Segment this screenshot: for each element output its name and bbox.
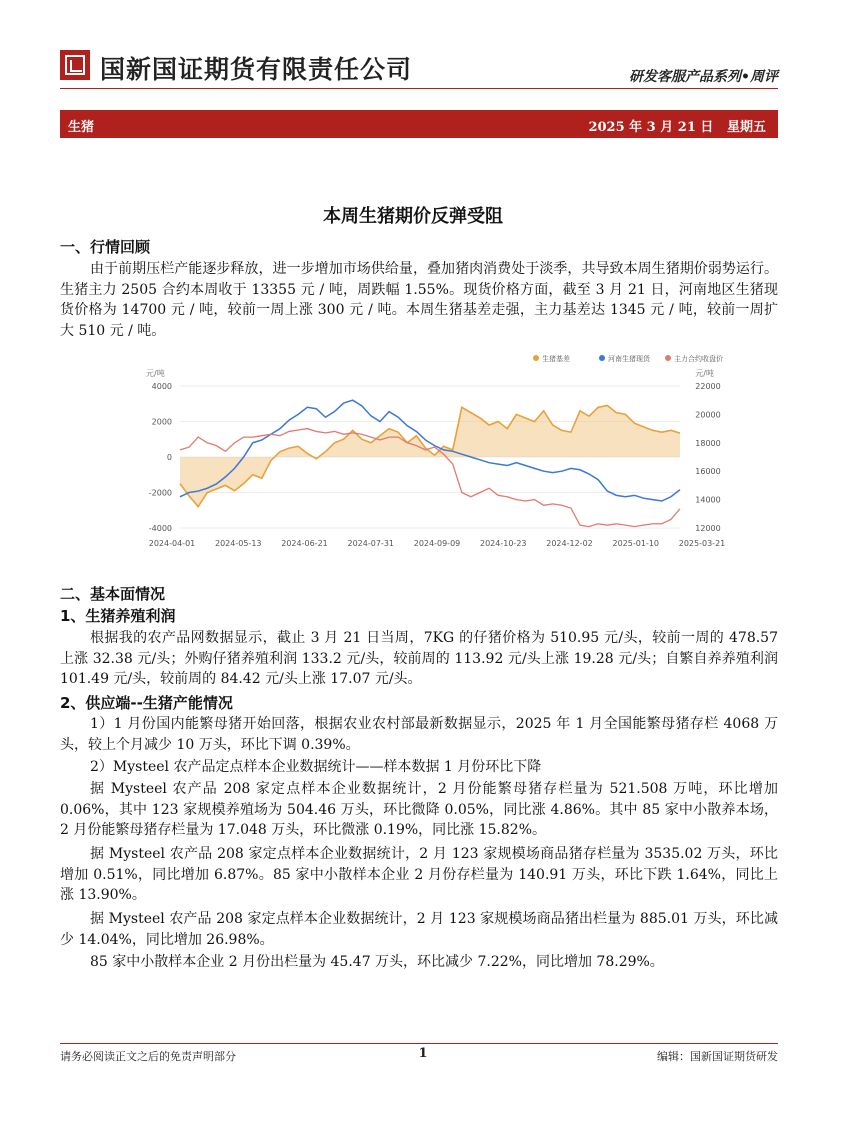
paragraph-small-farms: 85 家中小散样本企业 2 月份出栏量为 45.47 万头，环比减少 7.22%，同比增加 78.29%。 <box>90 954 664 970</box>
company-logo <box>60 50 90 80</box>
basis-price-chart <box>140 348 726 558</box>
left-tick-label: 0 <box>166 453 172 462</box>
paragraph-mysteel-stock: 据 Mysteel 农产品 208 家定点样本企业数据统计，2 月 123 家规模场商品猪存栏量为 3535.02 万头，环比增加 0.51%，同比增加 6.87%。85 家中小散样本企业 2 月份存栏量为 140.91 万头，环比下跌 1.64%，同比上涨 13.90%。 <box>60 846 778 903</box>
report-date: 2025 年 3 月 21 日 星期五 <box>588 120 766 135</box>
chart-plot-area <box>180 400 680 526</box>
section-bar <box>60 110 778 138</box>
x-tick-label: 2024-09-09 <box>413 539 461 548</box>
heading-farming-profit: 1、生猪养殖利润 <box>60 607 176 625</box>
paragraph-mysteel-slaughter: 据 Mysteel 农产品 208 家定点样本企业数据统计，2 月 123 家规模场商品猪出栏量为 885.01 万头，环比减少 14.04%，同比增加 26.98%。 <box>60 911 778 948</box>
heading-fundamentals: 二、基本面情况 <box>60 585 166 603</box>
paragraph-mysteel-sow: 据 Mysteel 农产品 208 家定点样本企业数据统计，2 月份能繁母猪存栏量为 521.508 万吨，环比增加 0.06%，其中 123 家规模养殖场为 504.46 万头，环比微降 0.05%，同比涨 4.86%。其中 85 家中小散养本场，2 月份能繁母猪存栏量为 17.048 万头，环比微涨 0.19%，同比涨 15.82%。 <box>60 781 778 838</box>
legend-marker <box>665 355 671 361</box>
paragraph-mysteel-intro: 2）Mysteel 农产品定点样本企业数据统计——样本数据 1 月份环比下降 <box>90 759 542 775</box>
page-number: 1 <box>418 1046 428 1061</box>
x-tick-label: 2025-01-10 <box>612 539 659 548</box>
footer-divider <box>60 1043 778 1044</box>
right-tick-label: 12000 <box>695 524 721 533</box>
right-axis-ticks <box>695 382 720 533</box>
x-tick-label: 2024-06-21 <box>281 539 328 548</box>
x-tick-label: 2024-10-23 <box>480 539 527 548</box>
left-tick-label: 4000 <box>151 382 172 391</box>
section-label: 生猪 <box>68 120 95 135</box>
legend-marker <box>599 355 605 361</box>
paragraph-sow-inventory: 1）1 月份国内能繁母猪开始回落，根据农业农村部最新数据显示，2025 年 1 月全国能繁母猪存栏 4068 万头，较上个月减少 10 万头，环比下调 0.39%。 <box>60 716 778 753</box>
paragraph-farming-profit: 根据我的农产品网数据显示，截止 3 月 21 日当周，7KG 的仔猪价格为 510.95 元/头，较前一周的 478.57 上涨 32.38 元/头；外购仔猪养殖利润 133.2 元/头，较前周的 113.92 元/头上涨 19.28 元/头；自繁自养养殖利润 101.49 元/头，较前周的 84.42 元/头上涨 17.07 元/头。 <box>60 630 778 687</box>
x-tick-label: 2024-05-13 <box>215 539 262 548</box>
heading-supply-capacity: 2、供应端--生猪产能情况 <box>60 694 233 712</box>
header-divider <box>60 88 778 89</box>
left-tick-label: 2000 <box>151 417 172 427</box>
chart-legend <box>533 354 723 363</box>
left-tick-label: -4000 <box>148 524 172 533</box>
report-series: 研发客服产品系列•周评 <box>629 69 778 85</box>
x-tick-label: 2025-03-21 <box>678 539 726 548</box>
x-tick-label: 2024-12-02 <box>546 539 593 548</box>
right-tick-label: 20000 <box>695 410 721 420</box>
left-axis-unit: 元/吨 <box>146 369 165 378</box>
paragraph-market-review: 由于前期压栏产能逐步释放，进一步增加市场供给量，叠加猪肉消费处于淡季，共导致本周生猪期价弱势运行。生猪主力 2505 合约本周收于 13355 元 / 吨，周跌幅 1.55%。现货价格方面，截至 3 月 21 日，河南地区生猪现货价格为 14700 元 / 吨，较前一周上涨 300 元 / 吨。本周生猪基差走强，主力基差达 1345 元 / 吨，较前一周扩大 510 元 / 吨。 <box>60 261 778 339</box>
legend-label: 主力合约收盘价 <box>674 355 723 363</box>
report-title: 本周生猪期价反弹受阻 <box>323 206 503 227</box>
legend-label: 生猪基差 <box>542 355 570 363</box>
right-tick-label: 18000 <box>695 438 721 448</box>
editor-credit: 编辑：国新国证期货研发 <box>657 1050 778 1063</box>
x-axis-ticks <box>149 539 726 548</box>
x-tick-label: 2024-07-31 <box>347 539 394 548</box>
right-axis-unit: 元/吨 <box>695 369 714 378</box>
left-axis-ticks <box>149 382 172 533</box>
company-name: 国新国证期货有限责任公司 <box>100 55 413 84</box>
basis-area <box>180 406 680 507</box>
legend-label: 河南生猪现货 <box>608 355 650 363</box>
left-tick-label: -2000 <box>148 488 172 498</box>
disclaimer-note: 请务必阅读正文之后的免责声明部分 <box>60 1050 236 1063</box>
legend-marker <box>533 355 539 361</box>
x-tick-label: 2024-04-01 <box>148 539 196 548</box>
right-tick-label: 16000 <box>695 467 721 477</box>
right-tick-label: 22000 <box>695 382 721 391</box>
heading-market-review: 一、行情回顾 <box>60 238 151 256</box>
right-tick-label: 14000 <box>695 495 721 505</box>
